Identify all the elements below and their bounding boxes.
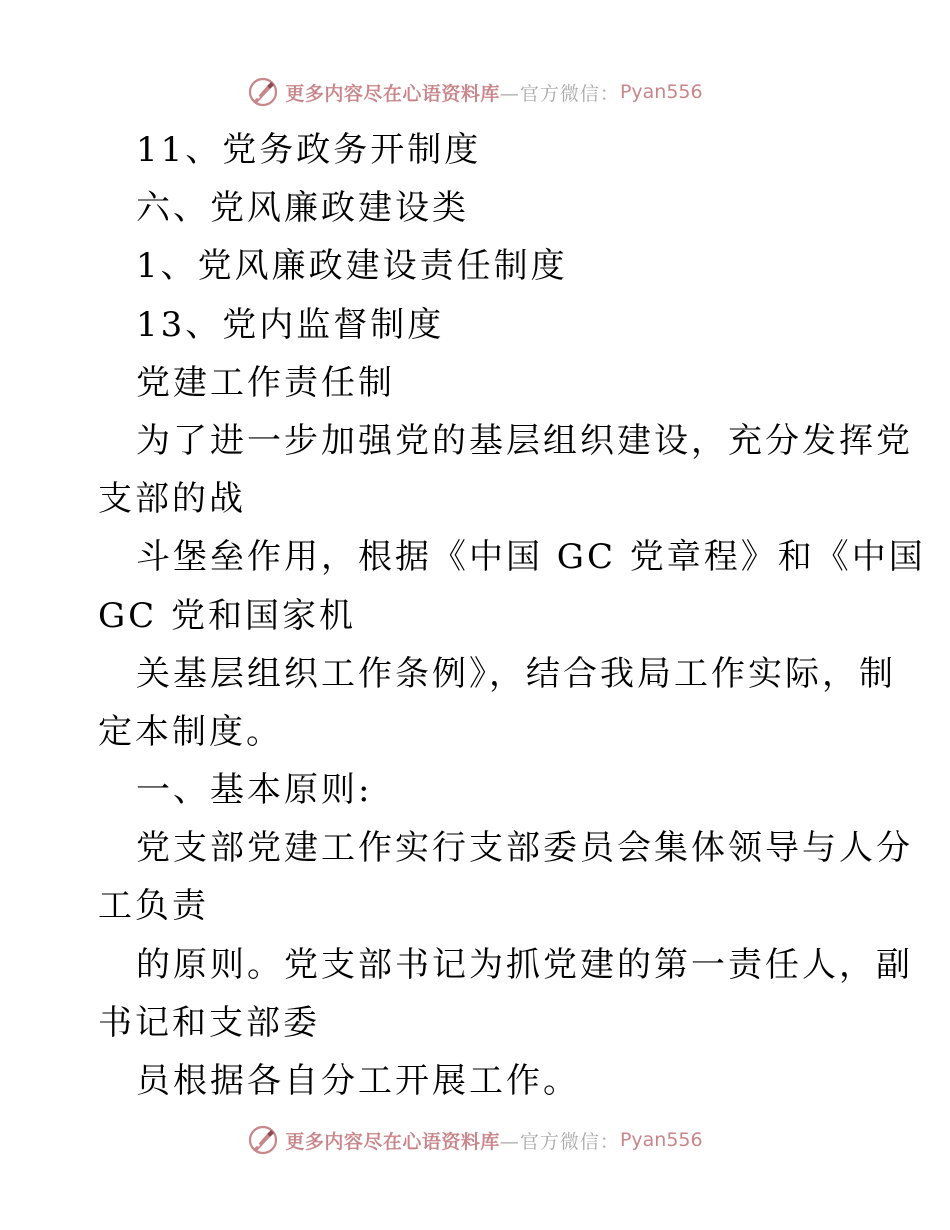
watermark-header bbox=[0, 72, 950, 112]
text-line: 定本制度。 bbox=[98, 711, 283, 752]
watermark-main-text: 更多内容尽在心语资料库 bbox=[285, 1130, 500, 1153]
document-body bbox=[98, 121, 926, 1110]
pen-logo-icon bbox=[247, 1124, 279, 1156]
text-line: GC 党和国家机 bbox=[98, 595, 356, 636]
text-line: 关基层组织工作条例》，结合我局工作实际，制 bbox=[136, 653, 896, 694]
text-line: 党支部党建工作实行支部委员会集体领导与人分 bbox=[136, 828, 913, 869]
watermark-id-text: Pyan556 bbox=[619, 81, 703, 103]
text-line: 书记和支部委 bbox=[98, 1002, 320, 1043]
text-line: 1、党风廉政建设责任制度 bbox=[136, 246, 568, 287]
watermark-main-text: 更多内容尽在心语资料库 bbox=[285, 82, 500, 105]
text-line: 斗堡垒作用，根据《中国 GC 党章程》和《中国 bbox=[136, 537, 926, 578]
text-line: 13、党内监督制度 bbox=[136, 304, 445, 345]
text-line: 为了进一步加强党的基层组织建设，充分发挥党 bbox=[136, 420, 913, 461]
watermark-sub-text: —官方微信： bbox=[499, 1130, 620, 1153]
text-line: 一、基本原则: bbox=[136, 770, 373, 811]
watermark-id-text: Pyan556 bbox=[619, 1129, 703, 1151]
pen-logo-icon bbox=[247, 76, 279, 108]
text-line: 党建工作责任制 bbox=[136, 362, 395, 403]
watermark-footer bbox=[0, 1120, 950, 1160]
text-line: 11、党务政务开制度 bbox=[136, 130, 482, 170]
text-line: 支部的战 bbox=[98, 479, 246, 520]
watermark-sub-text: —官方微信： bbox=[499, 82, 620, 105]
text-line: 员根据各自分工开展工作。 bbox=[136, 1061, 580, 1101]
text-line: 工负责 bbox=[98, 886, 209, 927]
text-line: 的原则。党支部书记为抓党建的第一责任人，副 bbox=[136, 944, 913, 985]
text-line: 六、党风廉政建设类 bbox=[136, 188, 469, 229]
